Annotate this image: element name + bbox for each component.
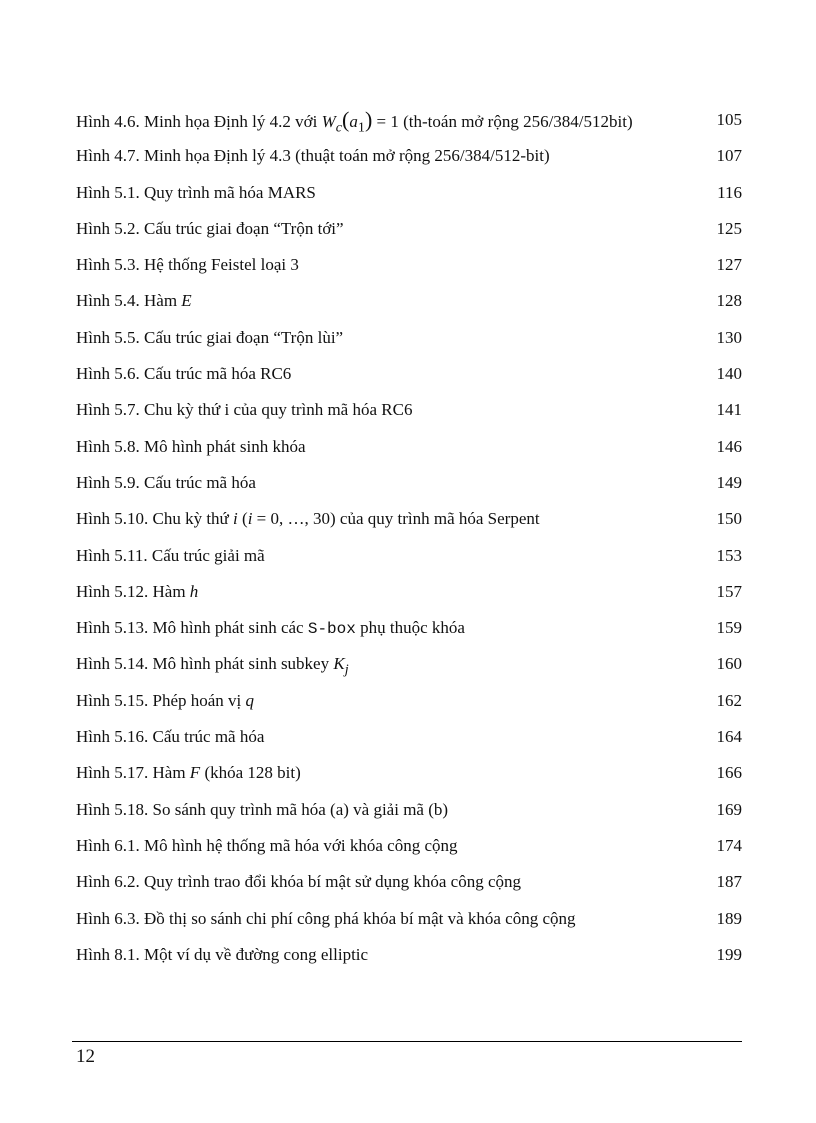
- toc-entry-label: [76, 501, 540, 537]
- toc-entry-page: 157: [716, 581, 742, 601]
- toc-entry-text: phụ thuộc khóa: [355, 618, 465, 638]
- toc-entry-label: [76, 828, 458, 864]
- toc-entry-page: 128: [716, 291, 742, 311]
- toc-entry-text: Hình 6.2. Quy trình trao đổi khóa bí mật sử dụng khóa công cộng: [76, 872, 522, 892]
- toc-entry-page: 149: [716, 472, 742, 492]
- toc-entry-text: Hình 5.5. Cấu trúc giai đoạn “Trộn lùi”: [76, 327, 344, 347]
- toc-entry-text: Hình 5.1. Quy trình mã hóa MARS: [76, 182, 316, 202]
- toc-entry[interactable]: [76, 102, 742, 138]
- toc-entry-label: [76, 538, 265, 574]
- toc-entry-text: Hình 6.1. Mô hình hệ thống mã hóa với khóa công cộng: [76, 835, 458, 855]
- toc-entry-page: 107: [716, 146, 742, 166]
- toc-entry-label: [76, 574, 198, 610]
- toc-entry-text: Hình 5.16. Cấu trúc mã hóa: [76, 727, 265, 747]
- toc-entry-page: 166: [716, 763, 742, 783]
- toc-entry-label: [76, 901, 576, 937]
- toc-entry[interactable]: [76, 538, 742, 574]
- toc-entry[interactable]: [76, 429, 742, 465]
- toc-entry-label: [76, 175, 316, 211]
- toc-entry-text: Hình 5.11. Cấu trúc giải mã: [76, 545, 265, 565]
- toc-entry-text: a: [349, 112, 358, 131]
- toc-entry-text: 1: [357, 119, 365, 136]
- toc-entry-page: 127: [716, 255, 742, 275]
- toc-entry-label: [76, 864, 521, 900]
- toc-entry-label: [76, 755, 301, 791]
- toc-entry-text: (th-toán mở rộng 256/384/512bit): [398, 112, 633, 131]
- toc-entry-label: [76, 392, 412, 428]
- toc-entry-label: [76, 283, 192, 319]
- toc-entry-text: j: [344, 661, 349, 678]
- toc-entry-label: [76, 937, 368, 973]
- toc-entry[interactable]: [76, 392, 742, 428]
- toc-entry[interactable]: [76, 211, 742, 247]
- toc-entry[interactable]: [76, 247, 742, 283]
- toc-entry-text: Hình 5.2. Cấu trúc giai đoạn “Trộn tới”: [76, 218, 344, 238]
- toc-entry-text: Hình 5.3. Hệ thống Feistel loại 3: [76, 255, 299, 275]
- toc-entry-label: [76, 465, 256, 501]
- toc-entry[interactable]: [76, 465, 742, 501]
- toc-entry-text: Hình 5.13. Mô hình phát sinh các: [76, 618, 308, 638]
- toc-entry[interactable]: [76, 937, 742, 973]
- toc-entry[interactable]: [76, 138, 742, 174]
- toc-entry[interactable]: [76, 610, 742, 646]
- toc-entry-page: 130: [716, 327, 742, 347]
- toc-entry-page: 199: [716, 944, 742, 964]
- toc-entry-page: 189: [716, 908, 742, 928]
- page-number: 12: [76, 1046, 95, 1067]
- toc-entry-text: Hình 6.3. Đồ thị so sánh chi phí công phá khóa bí mật và khóa công cộng: [76, 908, 576, 928]
- toc-entry-page: 164: [716, 727, 742, 747]
- toc-entry-text: Hình 5.18. So sánh quy trình mã hóa (a) và giải mã (b): [76, 799, 449, 819]
- formula-paren: (: [342, 107, 350, 132]
- toc-entry-page: 141: [716, 400, 742, 420]
- toc-entry-page: 116: [717, 182, 742, 202]
- formula-paren: ): [364, 107, 373, 132]
- toc-entry-page: 159: [716, 618, 742, 638]
- toc-entry[interactable]: [76, 864, 742, 900]
- toc-entry-text: q: [245, 690, 255, 710]
- toc-entry-text: Hình 5.6. Cấu trúc mã hóa RC6: [76, 364, 292, 384]
- toc-entry[interactable]: [76, 356, 742, 392]
- toc-entry-page: 187: [716, 872, 742, 892]
- toc-entry[interactable]: [76, 283, 742, 319]
- footer-rule: [72, 1041, 742, 1042]
- toc-entry-text: Hình 8.1. Một ví dụ về đường cong elliptic: [76, 944, 369, 964]
- toc-entry-page: 140: [716, 364, 742, 384]
- list-of-figures: [76, 102, 742, 973]
- toc-entry[interactable]: [76, 175, 742, 211]
- toc-entry-text: Hình 5.4. Hàm: [76, 291, 182, 311]
- toc-entry[interactable]: [76, 901, 742, 937]
- toc-entry[interactable]: [76, 828, 742, 864]
- toc-entry-text: K: [333, 654, 345, 674]
- toc-entry-text: E: [181, 291, 192, 311]
- toc-entry-text: Hình 5.7. Chu kỳ thứ i của quy trình mã hóa RC6: [76, 400, 413, 420]
- toc-entry-text: c: [335, 119, 343, 136]
- toc-entry[interactable]: [76, 320, 742, 356]
- toc-entry-page: 146: [716, 436, 742, 456]
- toc-entry-text: = 0, …, 30) của quy trình mã hóa Serpent: [252, 509, 540, 529]
- toc-entry-label: [76, 320, 343, 356]
- toc-entry-label: [76, 247, 299, 283]
- toc-entry[interactable]: [76, 755, 742, 791]
- toc-entry-page: 150: [716, 509, 742, 529]
- toc-entry-text: i: [247, 509, 253, 529]
- toc-entry-label: [76, 356, 291, 392]
- toc-entry-label: [76, 211, 344, 247]
- toc-entry-text: Hình 4.6. Minh họa Định lý 4.2 với: [76, 112, 322, 131]
- toc-entry-text: Hình 5.9. Cấu trúc mã hóa: [76, 472, 256, 492]
- toc-entry-text: = 1: [372, 112, 399, 131]
- toc-entry-label: [76, 429, 306, 465]
- toc-entry-page: 153: [716, 545, 742, 565]
- toc-entry-text: Hình 5.8. Mô hình phát sinh khóa: [76, 436, 306, 456]
- toc-entry-text: Hình 5.14. Mô hình phát sinh subkey: [76, 654, 334, 674]
- toc-entry-label: [76, 719, 264, 755]
- toc-entry-label: [76, 138, 550, 174]
- toc-entry-label: [76, 646, 349, 687]
- toc-entry[interactable]: [76, 574, 742, 610]
- toc-entry-page: 125: [716, 218, 742, 238]
- toc-entry-text: Hình 5.15. Phép hoán vị: [76, 690, 246, 710]
- toc-entry[interactable]: [76, 501, 742, 537]
- toc-entry-text: S-box: [307, 620, 356, 639]
- toc-entry[interactable]: [76, 683, 742, 719]
- toc-entry-label: [76, 610, 465, 647]
- toc-entry-text: Hình 5.17. Hàm: [76, 763, 190, 783]
- toc-entry-page: 162: [716, 690, 742, 710]
- toc-entry-text: h: [189, 581, 199, 601]
- toc-entry-page: 169: [716, 799, 742, 819]
- toc-entry[interactable]: [76, 646, 742, 682]
- toc-entry-text: (: [237, 509, 248, 529]
- toc-entry-label: [76, 792, 448, 828]
- toc-entry-text: (khóa 128 bit): [200, 763, 301, 783]
- toc-entry-label: [76, 683, 254, 719]
- toc-entry-text: Hình 5.12. Hàm: [76, 581, 190, 601]
- toc-entry-text: i: [233, 509, 238, 529]
- toc-entry[interactable]: [76, 719, 742, 755]
- toc-entry-text: Hình 5.10. Chu kỳ thứ: [76, 509, 234, 529]
- toc-entry-text: Hình 4.7. Minh họa Định lý 4.3 (thuật toán mở rộng 256/384/512-bit): [76, 146, 550, 166]
- toc-entry-text: W: [321, 112, 336, 131]
- toc-entry-text: F: [189, 763, 201, 783]
- toc-entry-page: 174: [716, 835, 742, 855]
- toc-entry-page: 105: [716, 110, 742, 129]
- toc-entry[interactable]: [76, 792, 742, 828]
- toc-entry-page: 160: [716, 654, 742, 674]
